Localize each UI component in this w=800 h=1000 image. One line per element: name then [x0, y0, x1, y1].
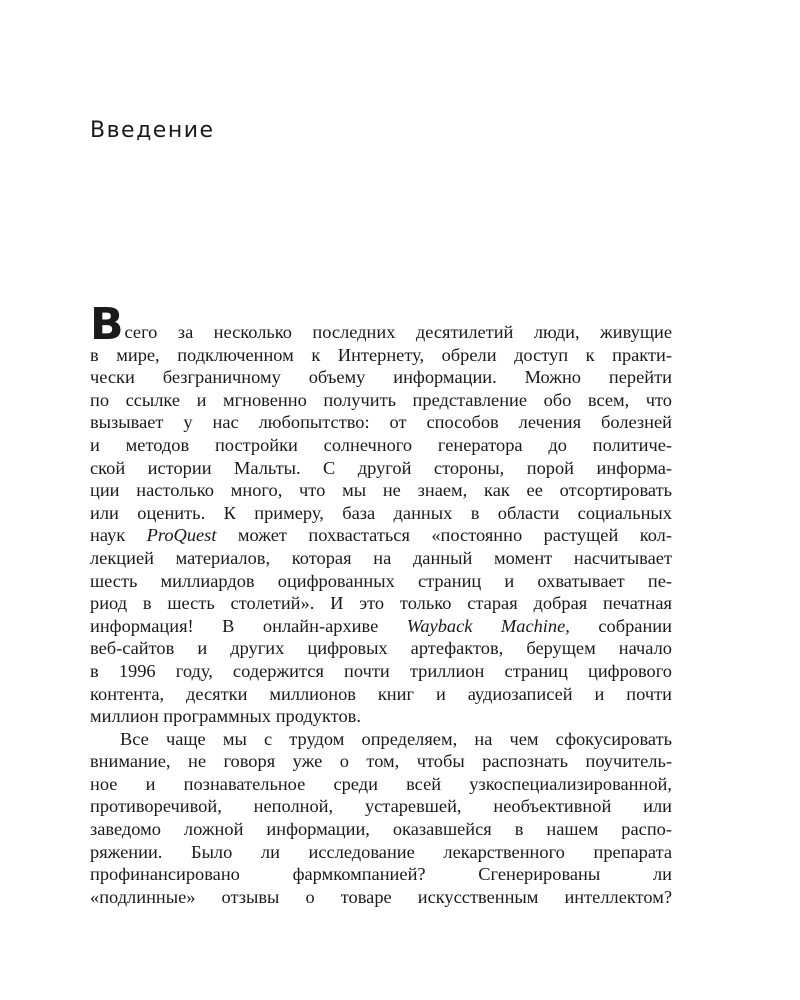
- emphasis-wayback: Wayback Machine,: [406, 615, 570, 636]
- emphasis-proquest: ProQuest: [146, 525, 217, 546]
- text-line: шесть миллиардов оцифрованных страниц и охватывает пе-: [90, 570, 672, 591]
- text-line: контента, десятки миллионов книг и аудиозаписей и почти: [90, 683, 672, 704]
- paragraph-1: [90, 299, 672, 728]
- text-line: «подлинные» отзывы о товаре искусственным интеллектом?: [90, 886, 672, 907]
- text-line: противоречивой, неполной, устаревшей, необъективной или: [90, 796, 672, 817]
- text-line: ряжении. Было ли исследование лекарственного препарата: [90, 841, 672, 862]
- text-line: или оценить. К примеру, база данных в области социальных: [90, 502, 672, 523]
- text-line: и методов постройки солнечного генератора до политиче-: [90, 434, 672, 455]
- body-text: [90, 299, 672, 908]
- text-line: ской истории Мальты. С другой стороны, порой информа-: [90, 457, 672, 478]
- paragraph-2: [90, 728, 672, 909]
- text-line: в 1996 году, содержится почти триллион страниц цифрового: [90, 660, 672, 681]
- text-line: в мире, подключенном к Интернету, обрели доступ к практи-: [90, 344, 672, 365]
- text-line: внимание, не говоря уже о том, чтобы распознать поучитель-: [90, 751, 672, 772]
- text-line: профинансировано фармкомпанией? Сгенерированы ли: [90, 864, 672, 885]
- text-line: миллион программных продуктов.: [90, 706, 361, 727]
- drop-cap: В: [90, 299, 124, 350]
- text-line: наук ProQuest может похвастаться «постоянно растущей кол-: [90, 525, 672, 546]
- text-line: веб-сайтов и других цифровых артефактов, берущем начало: [90, 638, 672, 659]
- text-line: Всего за несколько последних десятилетий люди, живущие: [90, 299, 672, 350]
- text-line: информация! В онлайн-архиве Wayback Machine, собрании: [90, 615, 672, 636]
- chapter-title: Введение: [90, 118, 215, 143]
- text-line: чески безграничному объему информации. Можно перейти: [90, 367, 672, 388]
- text-line: ции настолько много, что мы не знаем, как ее отсортировать: [90, 480, 672, 501]
- text-line: риод в шесть столетий». И это только старая добрая печатная: [90, 593, 672, 614]
- text-line: по ссылке и мгновенно получить представление обо всем, что: [90, 389, 672, 410]
- text-line: Все чаще мы с трудом определяем, на чем сфокусировать: [120, 728, 672, 749]
- text-line: ное и познавательное среди всей узкоспециализированной,: [90, 773, 672, 794]
- text-line: вызывает у нас любопытство: от способов лечения болезней: [90, 412, 672, 433]
- text-line: заведомо ложной информации, оказавшейся в нашем распо-: [90, 819, 672, 840]
- text-line: лекцией материалов, которая на данный момент насчитывает: [90, 547, 672, 568]
